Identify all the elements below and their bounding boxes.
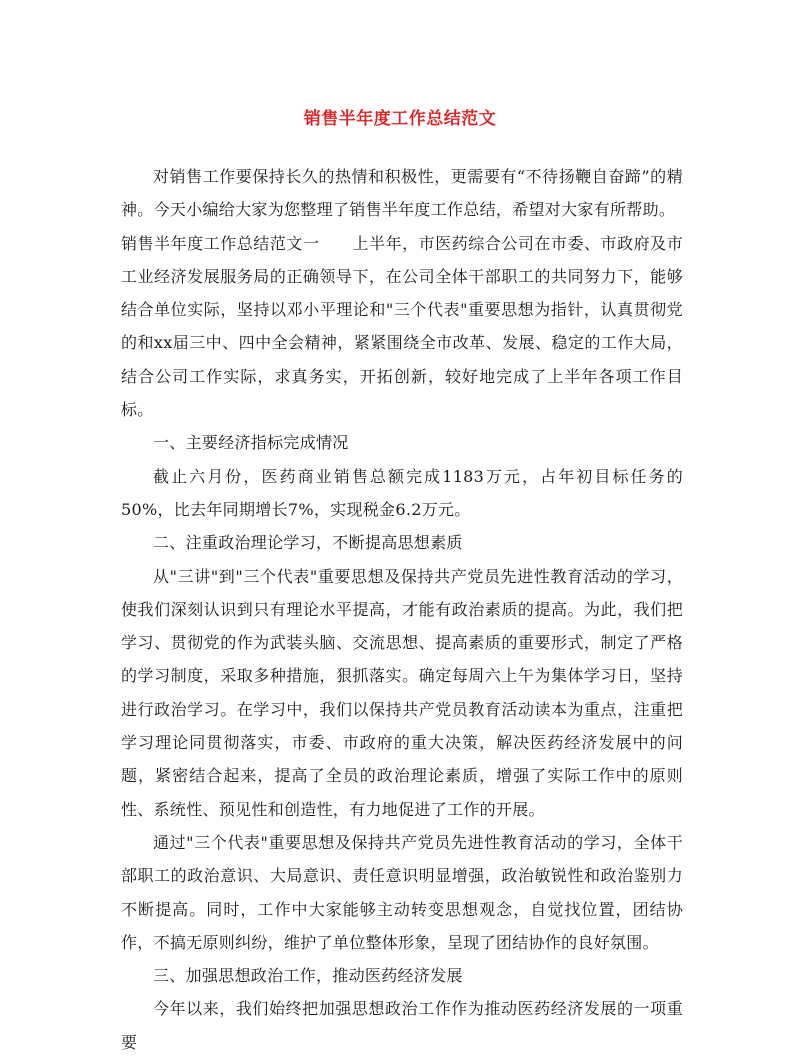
document-title: 销售半年度工作总结范文: [303, 109, 497, 129]
paragraph-overview: 销售半年度工作总结范文一 上半年，市医药综合公司在市委、市政府及市工业经济发展服务局的正确领导下，在公司全体干部职工的共同努力下，能够结合单位实际，坚持以邓小平理论和"三个代表"重要思想为指针，认真贯彻党的和xx届三中、四中全会精神，紧紧围绕全市改革、发展、稳定的工作大局，结合公司工作实际，求真务实，开拓创新，较好地完成了上半年各项工作目标。: [121, 233, 683, 420]
paragraph-economic-indicators: 截止六月份，医药商业销售总额完成1183万元，占年初目标任务的50%，比去年同期增长7%，实现税金6.2万元。: [121, 466, 683, 519]
intro-paragraph: 对销售工作要保持长久的热情和积极性，更需要有“不待扬鞭自奋蹄”的精神。今天小编给大家为您整理了销售半年度工作总结，希望对大家有所帮助。: [121, 167, 683, 220]
section-heading-3: 三、加强思想政治工作，推动医药经济发展: [153, 966, 463, 986]
paragraph-theory-study: 从"三讲"到"三个代表"重要思想及保持共产党员先进性教育活动的学习，使我们深刻认识到只有理论水平提高，才能有政治素质的提高。为此，我们把学习、贯彻党的作为武装头脑、交流思想、提高素质的重要形式，制定了严格的学习制度，采取多种措施，狠抓落实。确定每周六上午为集体学习日，坚持进行政治学习。在学习中，我们以保持共产党员教育活动读本为重点，注重把学习理论同贯彻落实，市委、市政府的重大决策，解决医药经济发展中的问题，紧密结合起来，提高了全员的政治理论素质，增强了实际工作中的原则性、系统性、预见性和创造性，有力地促进了工作的开展。: [121, 566, 683, 819]
paragraph-awareness: 通过"三个代表"重要思想及保持共产党员先进性教育活动的学习，全体干部职工的政治意识、大局意识、责任意识明显增强，政治敏锐性和政治鉴别力不断提高。同时，工作中大家能够主动转变思想观念，自觉找位置，团结协作，不搞无原则纠纷，维护了单位整体形象，呈现了团结协作的良好氛围。: [121, 832, 683, 952]
section-heading-1: 一、主要经济指标完成情况: [153, 433, 349, 453]
paragraph-political-work: 今年以来，我们始终把加强思想政治工作作为推动医药经济发展的一项重要: [121, 999, 683, 1052]
document-body: [121, 160, 683, 1059]
section-heading-2: 二、注重政治理论学习，不断提高思想素质: [153, 533, 463, 553]
